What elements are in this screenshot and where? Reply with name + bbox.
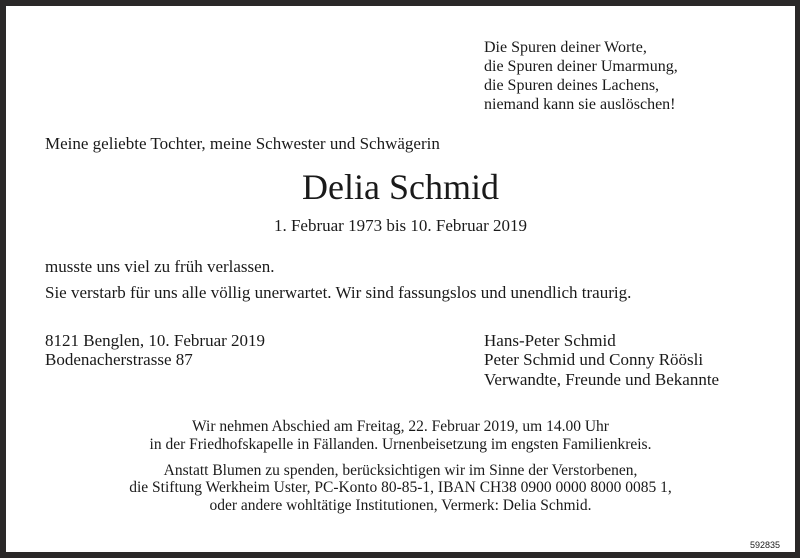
donation-line: Anstatt Blumen zu spenden, berücksichtigen wir im Sinne der Verstorbenen,	[163, 462, 638, 479]
verse-line: die Spuren deines Lachens,	[484, 77, 660, 94]
intro-text: Meine geliebte Tochter, meine Schwester und Schwägerin	[45, 134, 440, 153]
farewell-line: in der Friedhofskapelle in Fällanden. Urnenbeisetzung im engsten Familienkreis.	[149, 436, 652, 453]
verse-line: Die Spuren deiner Worte,	[484, 39, 647, 56]
verse-line: die Spuren deiner Umarmung,	[484, 58, 678, 75]
mourner: Verwandte, Freunde und Bekannte	[484, 370, 720, 389]
obituary-notice	[6, 6, 795, 552]
place-date: 8121 Benglen, 10. Februar 2019	[45, 331, 266, 350]
mourner: Peter Schmid und Conny Röösli	[484, 350, 704, 369]
life-dates: 1. Februar 1973 bis 10. Februar 2019	[273, 216, 528, 235]
deceased-name: Delia Schmid	[302, 167, 499, 207]
reference-number: 592835	[750, 540, 781, 550]
verse-line: niemand kann sie auslöschen!	[484, 96, 676, 113]
message-line: musste uns viel zu früh verlassen.	[45, 257, 275, 276]
address: Bodenacherstrasse 87	[45, 350, 193, 369]
message-line: Sie verstarb für uns alle völlig unerwartet. Wir sind fassungslos und unendlich traurig.	[45, 283, 632, 302]
donation-line: oder andere wohltätige Institutionen, Vermerk: Delia Schmid.	[209, 497, 592, 514]
farewell-line: Wir nehmen Abschied am Freitag, 22. Februar 2019, um 14.00 Uhr	[192, 418, 609, 435]
mourner: Hans-Peter Schmid	[484, 331, 616, 350]
donation-line: die Stiftung Werkheim Uster, PC-Konto 80-85-1, IBAN CH38 0900 0000 8000 0085 1,	[129, 479, 672, 496]
